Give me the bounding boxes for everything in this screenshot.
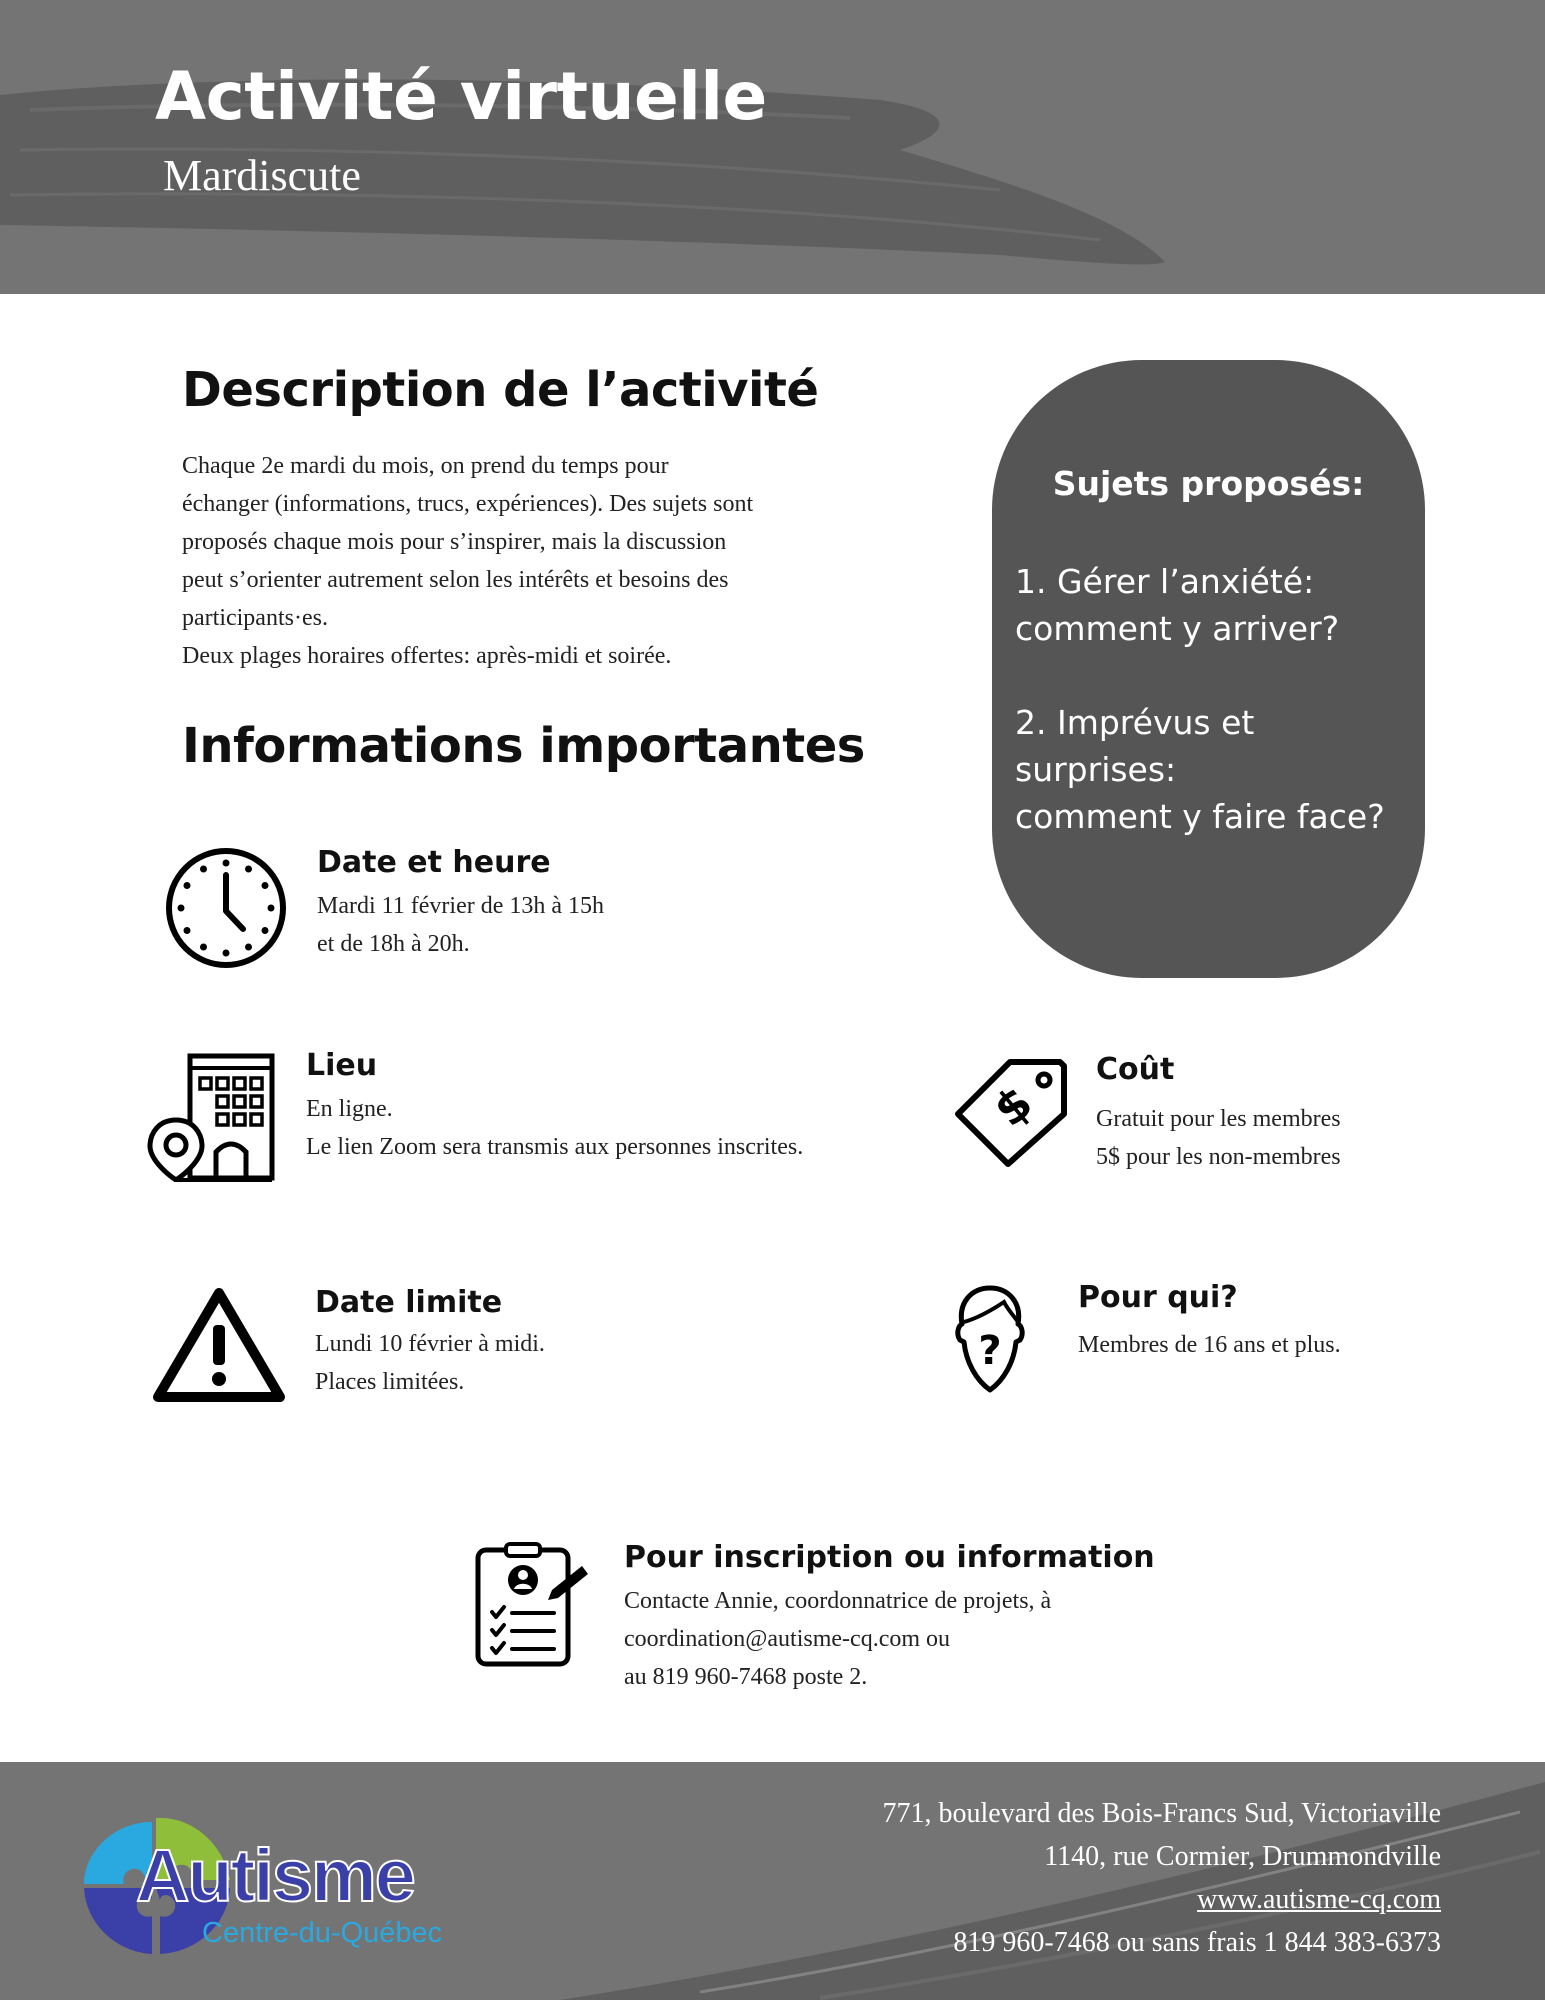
topics-panel: [992, 360, 1425, 978]
warning-icon: [152, 1285, 286, 1405]
footer-contact: [883, 1792, 1442, 1964]
audience-text: [1078, 1326, 1341, 1364]
footer: [0, 1762, 1545, 2000]
info-date: [163, 845, 763, 975]
deadline-line: Places limitées.: [315, 1369, 465, 1395]
topic-item: [1015, 699, 1420, 840]
page-title: Activité virtuelle: [155, 58, 767, 135]
location-line: Le lien Zoom sera transmis aux personnes inscrites.: [306, 1134, 804, 1160]
clock-icon: [163, 845, 289, 971]
date-text: [317, 887, 604, 963]
info-heading: Informations importantes: [182, 718, 865, 774]
topic-line: 1. Gérer l’anxiété:: [1015, 562, 1315, 601]
info-deadline: [152, 1285, 752, 1415]
audience-line: Membres de 16 ans et plus.: [1078, 1332, 1341, 1358]
clipboard-checklist-icon: [474, 1540, 592, 1668]
svg-text:$: $: [983, 1075, 1043, 1138]
location-text: [306, 1090, 803, 1166]
description-line: Chaque 2e mardi du mois, on prend du temps pour: [182, 453, 669, 479]
info-location: [146, 1048, 886, 1188]
registration-text: [624, 1582, 1051, 1696]
cost-title: Coût: [1096, 1052, 1175, 1087]
deadline-title: Date limite: [315, 1285, 503, 1320]
cost-line: 5$ pour les non-membres: [1096, 1144, 1341, 1170]
info-cost: [952, 1052, 1402, 1182]
autisme-logo: [64, 1792, 464, 1972]
description-line: participants·es.: [182, 605, 328, 631]
deadline-text: [315, 1325, 545, 1401]
address-drummondville: 1140, rue Cormier, Drummondville: [1044, 1841, 1441, 1872]
registration-title: Pour inscription ou information: [624, 1540, 1155, 1575]
registration-line: Contacte Annie, coordonnatrice de projets, à: [624, 1588, 1052, 1614]
topic-line: comment y arriver?: [1015, 609, 1340, 648]
header-banner: [0, 0, 1545, 294]
date-line: Mardi 11 février de 13h à 15h: [317, 893, 605, 919]
info-audience: [948, 1280, 1398, 1410]
location-title: Lieu: [306, 1048, 378, 1083]
brush-stroke-decoration: [0, 0, 1545, 294]
date-line: et de 18h à 20h.: [317, 931, 470, 957]
description-paragraph: [182, 447, 862, 675]
description-line: proposés chaque mois pour s’inspirer, mais la discussion: [182, 529, 727, 555]
registration-phone: au 819 960-7468 poste 2.: [624, 1664, 868, 1690]
topic-line: 2. Imprévus et surprises:: [1015, 703, 1255, 789]
logo-wordmark: Autisme: [136, 1834, 414, 1917]
description-heading: Description de l’activité: [182, 362, 819, 418]
topic-item: [1015, 558, 1420, 652]
price-tag-icon: [952, 1052, 1070, 1170]
description-line: Deux plages horaires offertes: après-midi et soirée.: [182, 643, 672, 669]
description-line: peut s’orienter autrement selon les intérêts et besoins des: [182, 567, 729, 593]
cost-text: [1096, 1100, 1341, 1176]
page-subtitle: Mardiscute: [163, 151, 361, 200]
description-line: échanger (informations, trucs, expériences). Des sujets sont: [182, 491, 754, 517]
date-title: Date et heure: [317, 845, 551, 880]
info-registration: [474, 1540, 1155, 1700]
address-victoriaville: 771, boulevard des Bois-Francs Sud, Victoriaville: [882, 1798, 1441, 1829]
phone-line: 819 960-7468 ou sans frais 1 844 383-6373: [953, 1927, 1441, 1958]
audience-title: Pour qui?: [1078, 1280, 1238, 1315]
person-question-icon: [948, 1280, 1032, 1400]
cost-line: Gratuit pour les membres: [1096, 1106, 1341, 1132]
website-link[interactable]: www.autisme-cq.com: [1197, 1884, 1441, 1915]
topics-heading: Sujets proposés:: [1052, 464, 1365, 503]
topic-line: comment y faire face?: [1015, 797, 1385, 836]
building-location-icon: [146, 1048, 278, 1182]
location-line: En ligne.: [306, 1096, 393, 1122]
logo-subtitle: Centre-du-Québec: [202, 1917, 443, 1949]
deadline-line: Lundi 10 février à midi.: [315, 1331, 545, 1357]
svg-text:?: ?: [978, 1328, 1002, 1374]
registration-email[interactable]: coordination@autisme-cq.com ou: [624, 1626, 951, 1652]
